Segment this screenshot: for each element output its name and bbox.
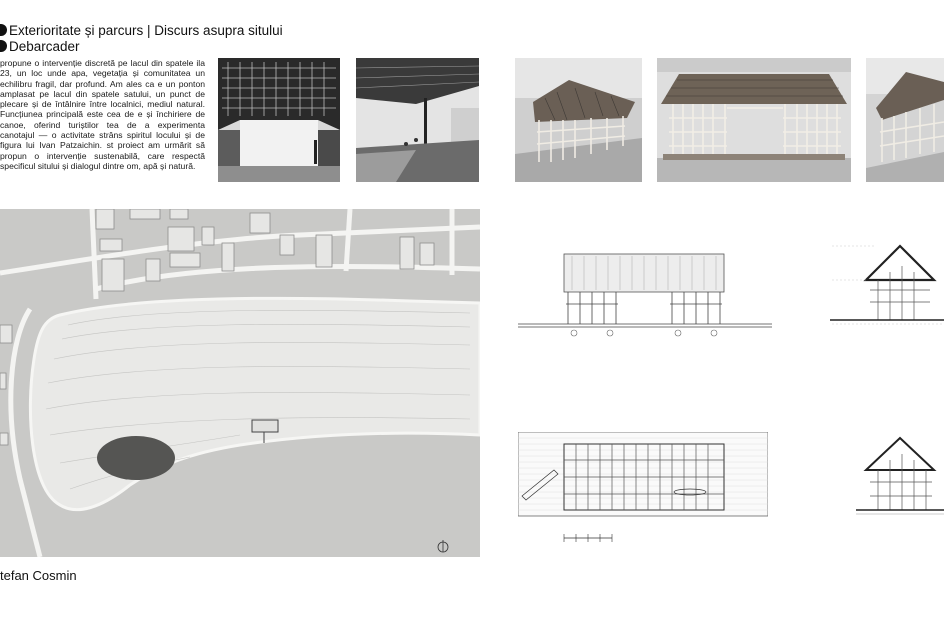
site-plan-map [0,209,480,557]
author-name: tefan Cosmin [0,568,77,583]
north-arrow-icon [436,539,450,553]
model-photo-3 [866,58,944,182]
cross-section-drawing-1 [826,240,944,336]
bullet-icon [0,40,7,52]
floor-plan-drawing [518,432,768,544]
model-photo-2 [657,58,851,182]
title-line-1: Exterioritate și parcurs | Discurs asupra sitului [9,23,283,38]
exterior-render-photo [356,58,479,182]
front-elevation-drawing [518,250,772,340]
page-title [0,23,283,55]
project-description: propune o intervenție discretă pe lacul din spatele ila 23, un loc unde apa, vegetația și comunitatea un echilibru fragil, dar profund. Am ales ca e un ponton amplasat pe lacul din spatele satului, un punct de plecare și de întâlnire între localnici, mediul natural. Funcțiunea principală este cea de e și închiriere de canoe, oferind turiștilor tea de a experimenta canotajul — o activitate strâns spiritul locului și de figura lui Ivan Patzaichin. st proiect am urmărit să propun o intervenție sustenabilă, care respectă specificul sitului și dialogul dintre om, apă și natură. [0,58,205,171]
bullet-icon [0,24,7,36]
interior-render-photo [218,58,340,182]
title-line-2: Debarcader [9,39,80,54]
cross-section-drawing-2 [856,436,944,520]
model-photo-1 [515,58,642,182]
